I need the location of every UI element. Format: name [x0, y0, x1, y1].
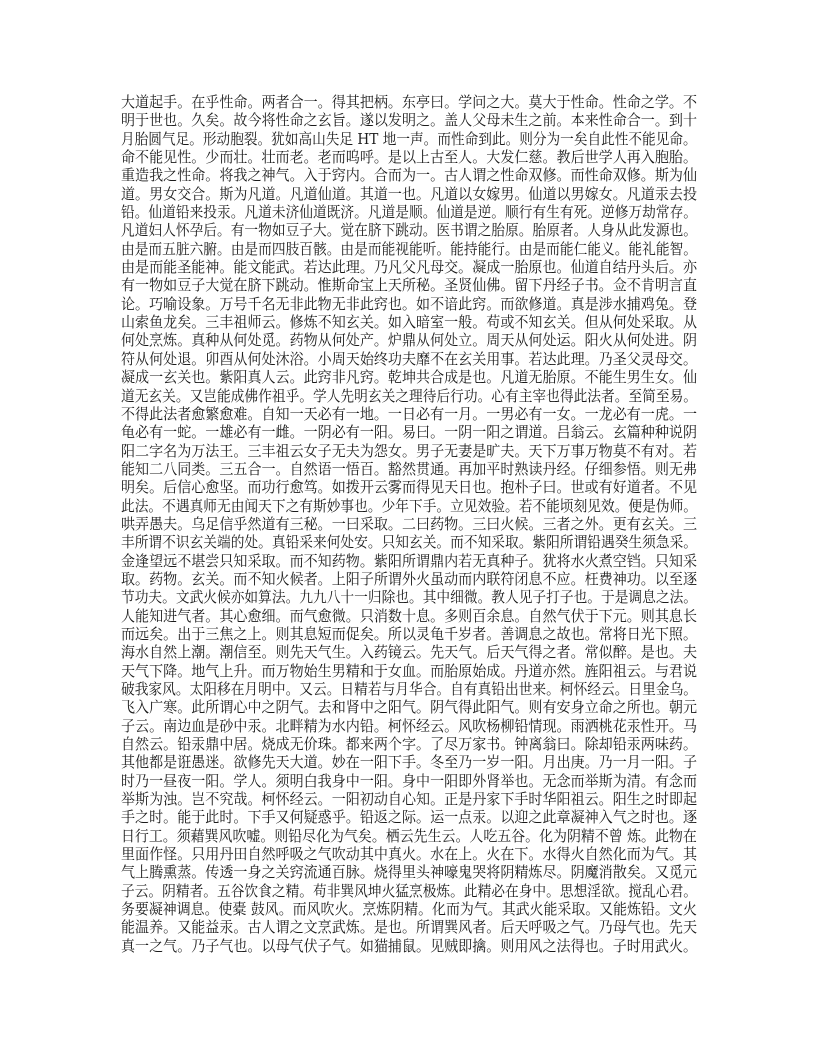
text-line: 论。巧喻设象。万号千名无非此物无非此窍也。如不谙此窍。而欲修道。真是涉水捕鸡兔。登 — [121, 294, 698, 313]
text-line: 时乃一昼夜一阳。学人。须明白我身中一阳。身中一阳即外肾举也。无念而举斯为清。有念而 — [121, 771, 698, 790]
text-line: 不得此法者愈繁愈难。自知一天必有一地。一日必有一月。一男必有一女。一龙必有一虎。一 — [121, 404, 698, 423]
text-line: 符从何处退。卯酉从何处沐浴。小周天始终功夫靡不在玄关用事。若达此理。乃圣父灵母交。 — [121, 349, 698, 368]
text-line: 明矣。后信心愈坚。而功行愈笃。如拨开云雾而得见天日也。抱朴子曰。世或有好道者。不见 — [121, 478, 698, 497]
text-line: 重造我之性命。将我之神气。入于窍内。合而为一。古人谓之性命双修。而性命双修。斯为仙 — [121, 166, 698, 185]
text-line: 务要凝神调息。使橐 鼓风。而风吹火。烹炼阴精。化而为气。其武火能采取。又能炼铅。文火 — [121, 900, 697, 919]
text-line: 真一之气。乃子气也。以母气伏子气。如猫捕鼠。见贼即擒。则用风之法得也。子时用武火。 — [121, 936, 698, 955]
text-line: 铅。仙道铅来投汞。凡道未济仙道既济。凡道是顺。仙道是逆。顺行有生有死。逆修万劫常存。 — [121, 203, 698, 222]
text-line: 哄弄愚夫。乌足信乎然道有三秘。一曰采取。二曰药物。三曰火候。三者之外。更有玄关。三 — [121, 514, 698, 533]
text-line: 海水自然上潮。潮信至。则先天气生。入药镜云。先天气。后天气得之者。常似醉。是也。夫 — [121, 643, 698, 662]
text-line: 山索鱼龙矣。三丰祖师云。修炼不知玄关。如入暗室一般。苟或不知玄关。但从何处采取。从 — [121, 313, 698, 332]
text-line: 里面作怪。只用丹田自然呼吸之气吹动其中真火。水在上。火在下。水得火自然化而为气。其 — [121, 845, 698, 864]
text-line: 飞入广寒。此所谓心中之阴气。去和肾中之阳气。阴气得此阳气。则有安身立命之所也。朝元 — [121, 698, 698, 717]
text-line: 举斯为浊。岂不究哉。柯怀经云。一阳初动自心知。正是丹家下手时华阳祖云。阳生之时即起 — [121, 790, 698, 809]
text-line: 日行工。须藉巽风吹嘘。则铅尽化为气矣。栖云先生云。人吃五谷。化为阴精不曾 炼。此物在 — [121, 826, 697, 845]
text-line: 由是而五脏六腑。由是而四肢百骸。由是而能视能听。能持能行。由是而能仁能义。能礼能智。 — [121, 239, 698, 258]
text-line: 子云。阴精者。五谷饮食之精。苟非巽风坤火猛烹极炼。此精必在身中。思想淫欲。搅乱心君。 — [121, 881, 698, 900]
text-line: 道。男女交合。斯为凡道。凡道仙道。其道一也。凡道以女嫁男。仙道以男嫁女。凡道汞去投 — [121, 184, 698, 203]
text-line: 天气下降。地气上升。而万物始生男精和于女血。而胎原始成。丹道亦然。旌阳祖云。与君说 — [121, 661, 698, 680]
text-line: 有一物如豆子大觉在脐下跳动。惟斯命宝上天所秘。圣贤仙佛。留下丹经子书。佥不肯明言直 — [121, 276, 698, 295]
text-line: 节功夫。文武火候亦如算法。九九八十一归除也。其中细微。教人见子打子也。于是调息之法。 — [121, 588, 698, 607]
text-line: 能知二八同类。三五合一。自然语一悟百。豁然贯通。再加平时熟读丹经。仔细参悟。则无弗 — [121, 459, 698, 478]
text-line: 子云。南边血是砂中汞。北畔精为水内铅。柯怀经云。风吹杨柳铅情现。雨洒桃花汞性开。马 — [121, 716, 698, 735]
text-line: 能温养。又能益汞。古人谓之文烹武炼。是也。所谓巽风者。后天呼吸之气。乃母气也。先天 — [121, 918, 698, 937]
text-line: 命不能见性。少而壮。壮而老。老而呜呼。是以上古至人。大发仁慈。教后世学人再入胞胎。 — [121, 148, 698, 167]
document-page — [121, 93, 701, 955]
text-line: 明于世也。久矣。故今将性命之玄旨。遂以发明之。盖人父母未生之前。本来性命合一。到十 — [121, 111, 698, 130]
text-line: 金逢望远不堪尝只知采取。而不知药物。紫阳所谓鼎内若无真种子。犹将水火煮空铛。只知采 — [121, 551, 698, 570]
text-line: 月胎圆气足。形动胞裂。犹如高山失足 HT 地一声。而性命到此。则分为一矣自此性不能见命。 — [121, 129, 697, 148]
text-line: 气上腾熏蒸。传透一身之关窍流通百脉。烧得里头神嚎鬼哭将阴精炼尽。阴魔消散矣。又觅元 — [121, 863, 698, 882]
text-line: 破我家风。太阳移在月明中。又云。日精若与月华合。自有真铅出世来。柯怀经云。日里金乌。 — [121, 680, 698, 698]
text-line: 凝成一玄关也。紫阳真人云。此窍非凡窍。乾坤共合成是也。凡道无胎原。不能生男生女。仙 — [121, 368, 698, 387]
text-line: 龟必有一蛇。一雄必有一雌。一阴必有一阳。易曰。一阴一阳之谓道。吕翁云。玄篇种种说阴 — [121, 423, 698, 442]
text-line: 何处烹炼。真种从何处觅。药物从何处产。炉鼎从何处立。周天从何处运。阳火从何处进。阴 — [121, 331, 698, 350]
text-line: 凡道妇人怀孕后。有一物如豆子大。觉在脐下跳动。医书谓之胎原。胎原者。人身从此发源也。 — [121, 221, 698, 240]
text-line: 取。药物。玄关。而不知火候者。上阳子所谓外火虽动而内联符闭息不应。枉费神功。以至逐 — [121, 569, 698, 588]
text-line: 此法。不遇真师无由闻天下之有斯妙事也。少年下手。立见效验。若不能顷刻见效。便是伪师。 — [121, 496, 698, 515]
text-line: 其他都是诳愚迷。欲修先天大道。妙在一阳下手。冬至乃一岁一阳。月出庚。乃一月一阳。子 — [121, 753, 698, 772]
text-line: 丰所谓不识玄关端的处。真铅采来何处安。只知玄关。而不知采取。紫阳所谓铅遇癸生须急采。 — [121, 533, 698, 552]
text-line: 阳二字名为万法王。三丰祖云女子无夫为怨女。男子无妻是旷夫。天下万事万物莫不有对。若 — [121, 441, 698, 460]
text-line: 自然云。铅汞鼎中居。烧成无价珠。都来两个字。了尽万家书。钟离翁曰。除却铅汞两味药。 — [121, 735, 698, 754]
text-line: 人能知进气者。其心愈细。而气愈微。只消数十息。多则百余息。自然气伏于下元。则其息长 — [121, 606, 698, 625]
text-line: 道无玄关。又岂能成佛作祖乎。学人先明玄关之理待后行功。心有主宰也得此法者。至简至易。 — [121, 386, 698, 405]
text-line: 手之时。能于此时。下手又何疑惑乎。铅返之际。运一点汞。以迎之此章凝神入气之时也。逐 — [121, 808, 698, 827]
text-line: 大道起手。在乎性命。两者合一。得其把柄。东亭曰。学问之大。莫大于性命。性命之学。不 — [121, 93, 698, 111]
text-line: 而远矣。出于三焦之上。则其息短而促矣。所以灵龟千岁者。善调息之故也。常将日光下照。 — [121, 624, 698, 643]
text-line: 由是而能圣能神。能文能武。若达此理。乃凡父凡母交。凝成一胎原也。仙道自结丹头后。亦 — [121, 258, 698, 277]
